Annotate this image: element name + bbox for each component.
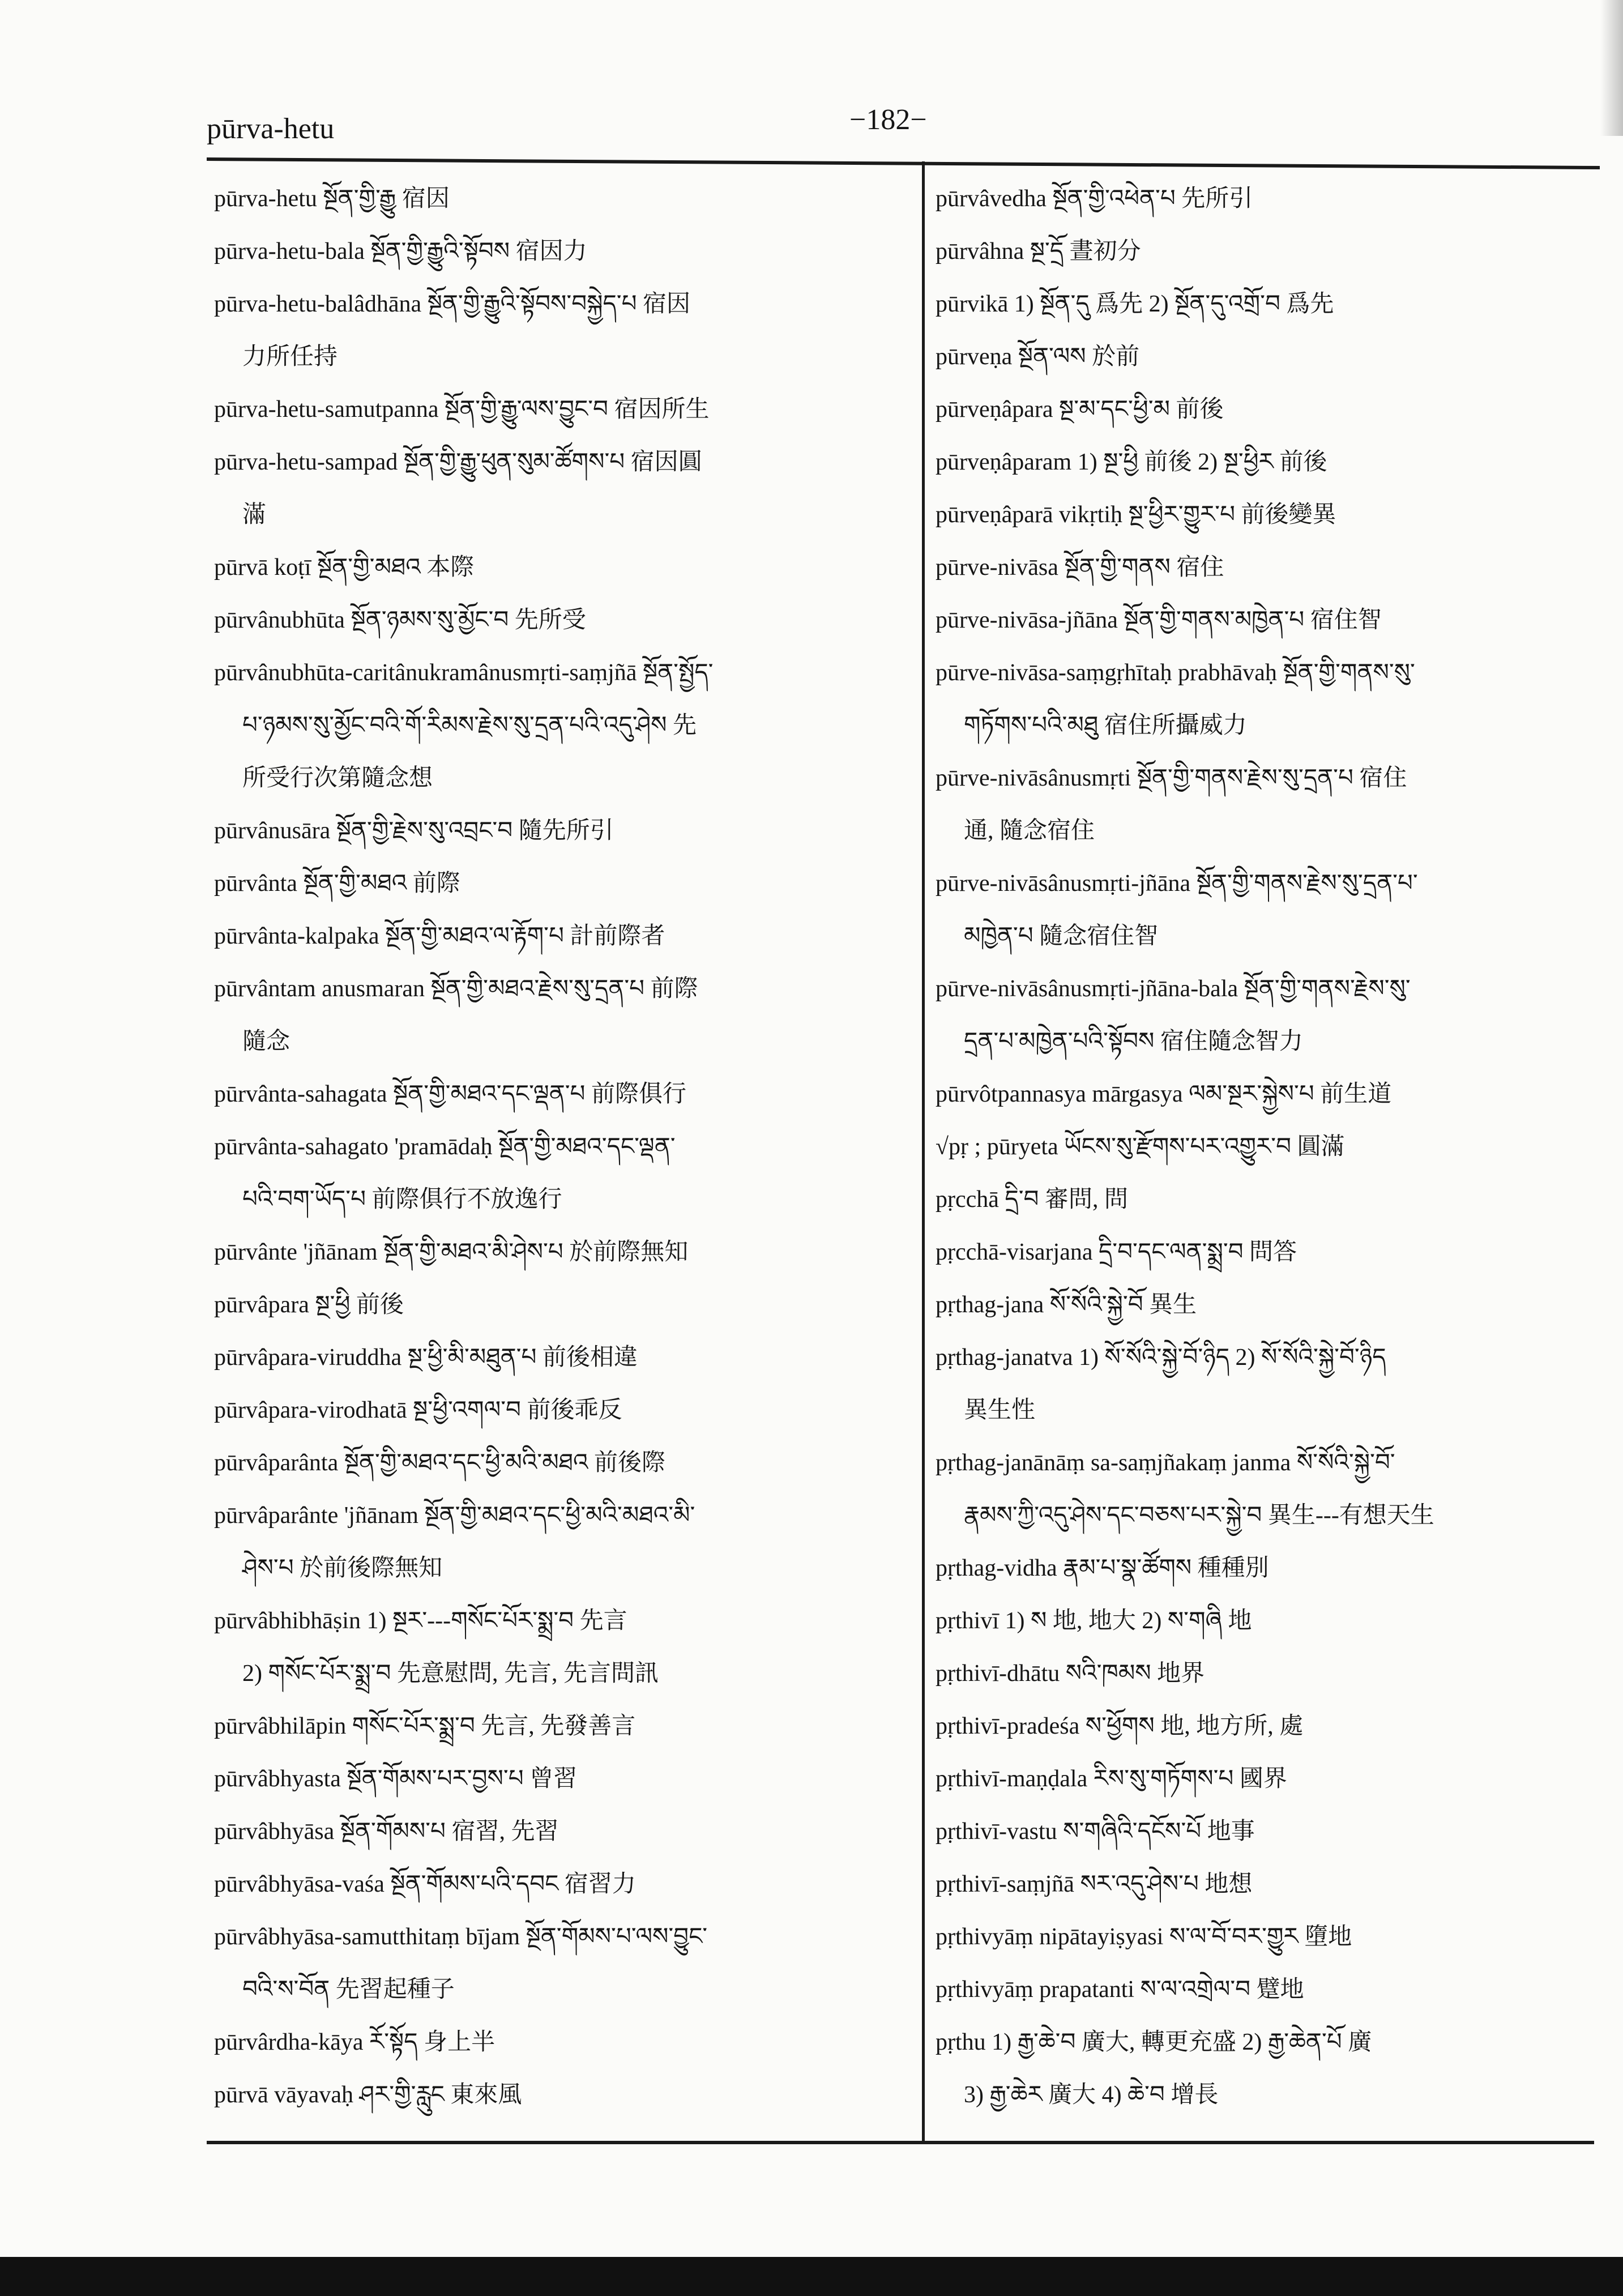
entry-line: pṛthag-jana སོ་སོའི་སྐྱེ་བོ 異生 [936,1292,1197,1318]
entry-line: pūrvâpara-viruddha སྔ་ཕྱི་མི་མཐུན་པ 前後相違 [214,1345,638,1371]
dictionary-entry [936,1121,1601,1173]
page-number: −182− [849,104,927,136]
entry-line: pūrve-nivāsânusmṛti སྔོན་གྱི་གནས་རྗེས་སུ་དྲན་པ 宿住 [936,765,1407,791]
entry-line: pūrvâparânta སྔོན་གྱི་མཐའ་དང་ཕྱི་མའི་མཐའ 前後際 [214,1450,666,1476]
dictionary-entry [214,173,902,225]
entry-line: pūrve-nivāsa-saṃgṛhītaḥ prabhāvaḥ སྔོན་གྱི་གནས་སུ་ [936,660,1415,686]
dictionary-entry [936,857,1601,963]
entry-line: pūrvâhna སྔ་དྲོ 晝初分 [936,238,1141,264]
header-rule [207,157,1600,169]
entry-continuation: བའི་ས་བོན 先習起種子 [242,1977,455,2003]
dictionary-entry [936,752,1601,857]
dictionary-entry [936,1858,1601,1911]
dictionary-entry [214,383,902,436]
entry-line: pūrve-nivāsânusmṛti-jñāna-bala སྔོན་གྱི་གནས་རྗེས་སུ་ [936,976,1411,1002]
entry-line: pūrva-hetu-balâdhāna སྔོན་གྱི་རྒྱུའི་སྟོབས་བསྐྱེད་པ 宿因 [214,291,691,317]
dictionary-entry [214,857,902,910]
entry-line: pūrvânta སྔོན་གྱི་མཐའ 前際 [214,870,460,897]
dictionary-entry [936,1331,1601,1437]
column-divider [922,161,925,2141]
entry-line: pūrveṇâpara སྔ་མ་དང་ཕྱི་མ 前後 [936,396,1224,423]
dictionary-entry [214,1121,902,1226]
entry-line: pūrvânubhūta སྔོན་ཉམས་སུ་མྱོང་བ 先所受 [214,607,586,633]
entry-line: pūrva-hetu-sampad སྔོན་གྱི་རྒྱུ་ཕུན་སུམ་ཚོགས་པ 宿因圓 [214,449,702,475]
dictionary-entry [214,1700,902,1753]
right-column [936,173,1601,2122]
dictionary-entry [936,1542,1601,1595]
entry-line: pūrvâpara-virodhatā སྔ་ཕྱི་འགལ་བ 前後乖反 [214,1397,622,1423]
entry-line: pūrvântam anusmaran སྔོན་གྱི་མཐའ་རྗེས་སུ་དྲན་པ 前際 [214,976,698,1002]
dictionary-entry [936,963,1601,1068]
dictionary-entry [214,1595,902,1700]
dictionary-entry [214,2016,902,2069]
dictionary-entry [214,647,902,805]
dictionary-entry [936,594,1601,647]
dictionary-entry [936,1806,1601,1858]
entry-continuation: དྲན་པ་མཁྱེན་པའི་སྟོབས 宿住隨念智力 [964,1028,1303,1055]
dictionary-entry [214,1490,902,1595]
dictionary-entry [214,1226,902,1279]
entry-line: pūrvânta-kalpaka སྔོན་གྱི་མཐའ་ལ་རྟོག་པ 計前際者 [214,923,665,949]
entry-line: pṛthivī-maṇḍala རིས་སུ་གཏོགས་པ 國界 [936,1766,1287,1792]
dictionary-entry [214,1753,902,1806]
entry-line: pūrvânta-sahagata སྔོན་གྱི་མཐའ་དང་ལྡན་པ 前際俱行 [214,1081,686,1107]
entry-line: pṛthag-janatva 1) སོ་སོའི་སྐྱེ་བོ་ཉིད 2) སོ་སོའི་སྐྱེ་བོ་ཉིད [936,1345,1386,1371]
entry-line: pūrveṇâparam 1) སྔ་ཕྱི 前後 2) སྔ་ཕྱིར 前後 [936,449,1327,475]
scan-edge-shadow [1600,0,1623,136]
entry-continuation: མཁྱེན་པ 隨念宿住智 [964,923,1159,949]
entry-line: pṛthag-janānāṃ sa-saṃjñakaṃ janma སོ་སོའི་སྐྱེ་བོ་ [936,1450,1395,1476]
entry-line: pūrva-hetu-bala སྔོན་གྱི་རྒྱུའི་སྟོབས 宿因力 [214,238,587,264]
entry-line: pṛcchā-visarjana དྲི་བ་དང་ལན་སྨྲ་བ 問答 [936,1239,1297,1265]
entry-continuation: 所受行次第隨念想 [242,765,433,791]
entry-line: pūrvôtpannasya mārgasya ལམ་སྔར་སྐྱེས་པ 前生道 [936,1081,1392,1107]
entry-line: pṛthivī-dhātu སའི་ཁམས 地界 [936,1661,1205,1687]
entry-line: pūrvâbhyāsa སྔོན་གོམས་པ 宿習, 先習 [214,1819,559,1845]
entry-line: pūrvā koṭī སྔོན་གྱི་མཐའ 本際 [214,554,475,581]
dictionary-entry [936,436,1601,489]
entry-line: pūrva-hetu-samutpanna སྔོན་གྱི་རྒྱུ་ལས་བྱུང་བ 宿因所生 [214,396,710,423]
entry-line: pūrvâbhyāsa-samutthitaṃ bījam སྔོན་གོམས་པ་ལས་བྱུང་ [214,1924,708,1950]
entry-line: pūrvâpara སྔ་ཕྱི 前後 [214,1292,404,1318]
dictionary-entry [214,1384,902,1437]
dictionary-entry [936,1911,1601,1964]
dictionary-entry [936,647,1601,752]
dictionary-entry [214,1331,902,1384]
footer-rule [207,2141,1594,2144]
entry-line: pūrveṇâparā vikṛtiḥ སྔ་ཕྱིར་གྱུར་པ 前後變異 [936,502,1336,528]
dictionary-entry [936,541,1601,594]
running-head: pūrva-hetu [207,113,335,145]
entry-continuation: 力所任持 [242,344,338,370]
entry-line: pṛthivyāṃ nipātayiṣyasi ས་ལ་བོ་བར་གྱུར 墮地 [936,1924,1352,1950]
entry-continuation: 異生性 [964,1397,1036,1423]
dictionary-entry [214,963,902,1068]
entry-line: pūrvâbhyāsa-vaśa སྔོན་གོམས་པའི་དབང 宿習力 [214,1871,636,1897]
dictionary-entry [214,594,902,647]
dictionary-entry [936,489,1601,541]
dictionary-entry [936,1753,1601,1806]
entry-continuation: རྣམས་ཀྱི་འདུ་ཤེས་དང་བཅས་པར་སྐྱེ་བ 異生---有想天生 [964,1503,1434,1529]
dictionary-entry [214,805,902,857]
entry-line: pūrvânubhūta-caritânukramânusmṛti-saṃjñā སྔོན་སྤྱོད་ [214,660,714,686]
entry-continuation: 通, 隨念宿住 [964,818,1095,844]
entry-line: pṛthivī-vastu ས་གཞིའི་དངོས་པོ 地事 [936,1819,1255,1845]
entry-line: pūrvikā 1) སྔོན་དུ 爲先 2) སྔོན་དུ་འགྲོ་བ 爲先 [936,291,1334,317]
dictionary-entry [936,383,1601,436]
entry-line: pṛthivyāṃ prapatanti ས་ལ་འགྲེལ་བ 躄地 [936,1977,1304,2003]
dictionary-entry [936,1437,1601,1542]
dictionary-entry [214,1858,902,1911]
dictionary-entry [936,1068,1601,1121]
dictionary-entry [214,1068,902,1121]
dictionary-entry [936,2016,1601,2122]
entry-continuation: པའི་བག་ཡོད་པ 前際俱行不放逸行 [242,1187,562,1213]
dictionary-entry [936,173,1601,225]
entry-line: pūrve-nivāsânusmṛti-jñāna སྔོན་གྱི་གནས་རྗེས་སུ་དྲན་པ་ [936,870,1418,897]
entry-line: pūrve-nivāsa སྔོན་གྱི་གནས 宿住 [936,554,1224,581]
dictionary-entry [214,2069,902,2122]
dictionary-entry [936,1648,1601,1700]
entry-continuation: གཏོགས་པའི་མཐུ 宿住所攝威力 [964,712,1247,739]
dictionary-entry [214,225,902,278]
dictionary-entry [936,1595,1601,1648]
entry-line: pūrvârdha-kāya རོ་སྟོད 身上半 [214,2029,496,2055]
entry-line: √pṛ ; pūryeta ཡོངས་སུ་རྫོགས་པར་འགྱུར་བ 圓滿 [936,1134,1345,1160]
entry-line: pṛcchā དྲི་བ 審問, 問 [936,1187,1128,1213]
dictionary-entry [936,1964,1601,2016]
dictionary-entry [214,1437,902,1490]
dictionary-entry [214,1911,902,2016]
entry-line: pūrvâvedha སྔོན་གྱི་འཕེན་པ 先所引 [936,186,1253,212]
entry-line: pūrvâbhibhāṣin 1) སྔར་---གསོང་པོར་སྨྲ་བ 先言 [214,1608,627,1634]
entry-line: pūrvā vāyavaḥ ཤར་གྱི་རླུང 東來風 [214,2082,522,2108]
dictionary-entry [214,1279,902,1331]
entry-line: pṛthivī 1) ས 地, 地大 2) ས་གཞི 地 [936,1608,1252,1634]
scan-bottom-edge [0,2257,1623,2296]
entry-continuation: 滿 [242,502,267,528]
dictionary-entry [936,1226,1601,1279]
dictionary-entry [214,436,902,541]
entry-line: pūrve-nivāsa-jñāna སྔོན་གྱི་གནས་མཁྱེན་པ 宿住智 [936,607,1382,633]
entry-continuation: པ་ཉམས་སུ་མྱོང་བའི་གོ་རིམས་རྗེས་སུ་དྲན་པའི་འདུ་ཤེས 先 [242,712,697,739]
entry-line: pūrveṇa སྔོན་ལས 於前 [936,344,1140,370]
dictionary-entry [214,910,902,963]
entry-line: pūrvâbhyasta སྔོན་གོམས་པར་བྱས་པ 曾習 [214,1766,578,1792]
dictionary-entry [936,1700,1601,1753]
entry-line: pūrvâparânte 'jñānam སྔོན་གྱི་མཐའ་དང་ཕྱི་མའི་མཐའ་མི་ [214,1503,695,1529]
dictionary-entry [936,225,1601,278]
entry-line: pūrvâbhilāpin གསོང་པོར་སྨྲ་བ 先言, 先發善言 [214,1713,636,1739]
entry-line: pṛthivī-saṃjñā སར་འདུ་ཤེས་པ 地想 [936,1871,1253,1897]
entry-continuation: 隨念 [242,1028,291,1055]
dictionary-entry [214,541,902,594]
entry-line: pūrva-hetu སྔོན་གྱི་རྒྱུ 宿因 [214,186,450,212]
entry-continuation: 3) རྒྱ་ཆེར 廣大 4) ཆེ་བ 增長 [964,2082,1219,2108]
entry-line: pūrvânusāra སྔོན་གྱི་རྗེས་སུ་འབྲང་བ 隨先所引 [214,818,614,844]
entry-line: pūrvânte 'jñānam སྔོན་གྱི་མཐའ་མི་ཤེས་པ 於前際無知 [214,1239,689,1265]
entry-line: pṛthivī-pradeśa ས་ཕྱོགས 地, 地方所, 處 [936,1713,1304,1739]
dictionary-entry [936,331,1601,383]
dictionary-entry [936,1173,1601,1226]
entry-line: pṛthu 1) རྒྱ་ཆེ་བ 廣大, 轉更充盛 2) རྒྱ་ཆེན་པོ 廣 [936,2029,1372,2055]
left-column [214,173,902,2122]
entry-line: pūrvânta-sahagato 'pramādaḥ སྔོན་གྱི་མཐའ་དང་ལྡན་ [214,1134,676,1160]
entry-continuation: 2) གསོང་པོར་སྨྲ་བ 先意慰問, 先言, 先言問訊 [242,1661,659,1687]
entry-continuation: ཤེས་པ 於前後際無知 [242,1555,443,1581]
entry-line: pṛthag-vidha རྣམ་པ་སྣ་ཚོགས 種種別 [936,1555,1269,1581]
dictionary-entry [936,1279,1601,1331]
dictionary-entry [214,1806,902,1858]
dictionary-entry [214,278,902,383]
dictionary-entry [936,278,1601,331]
